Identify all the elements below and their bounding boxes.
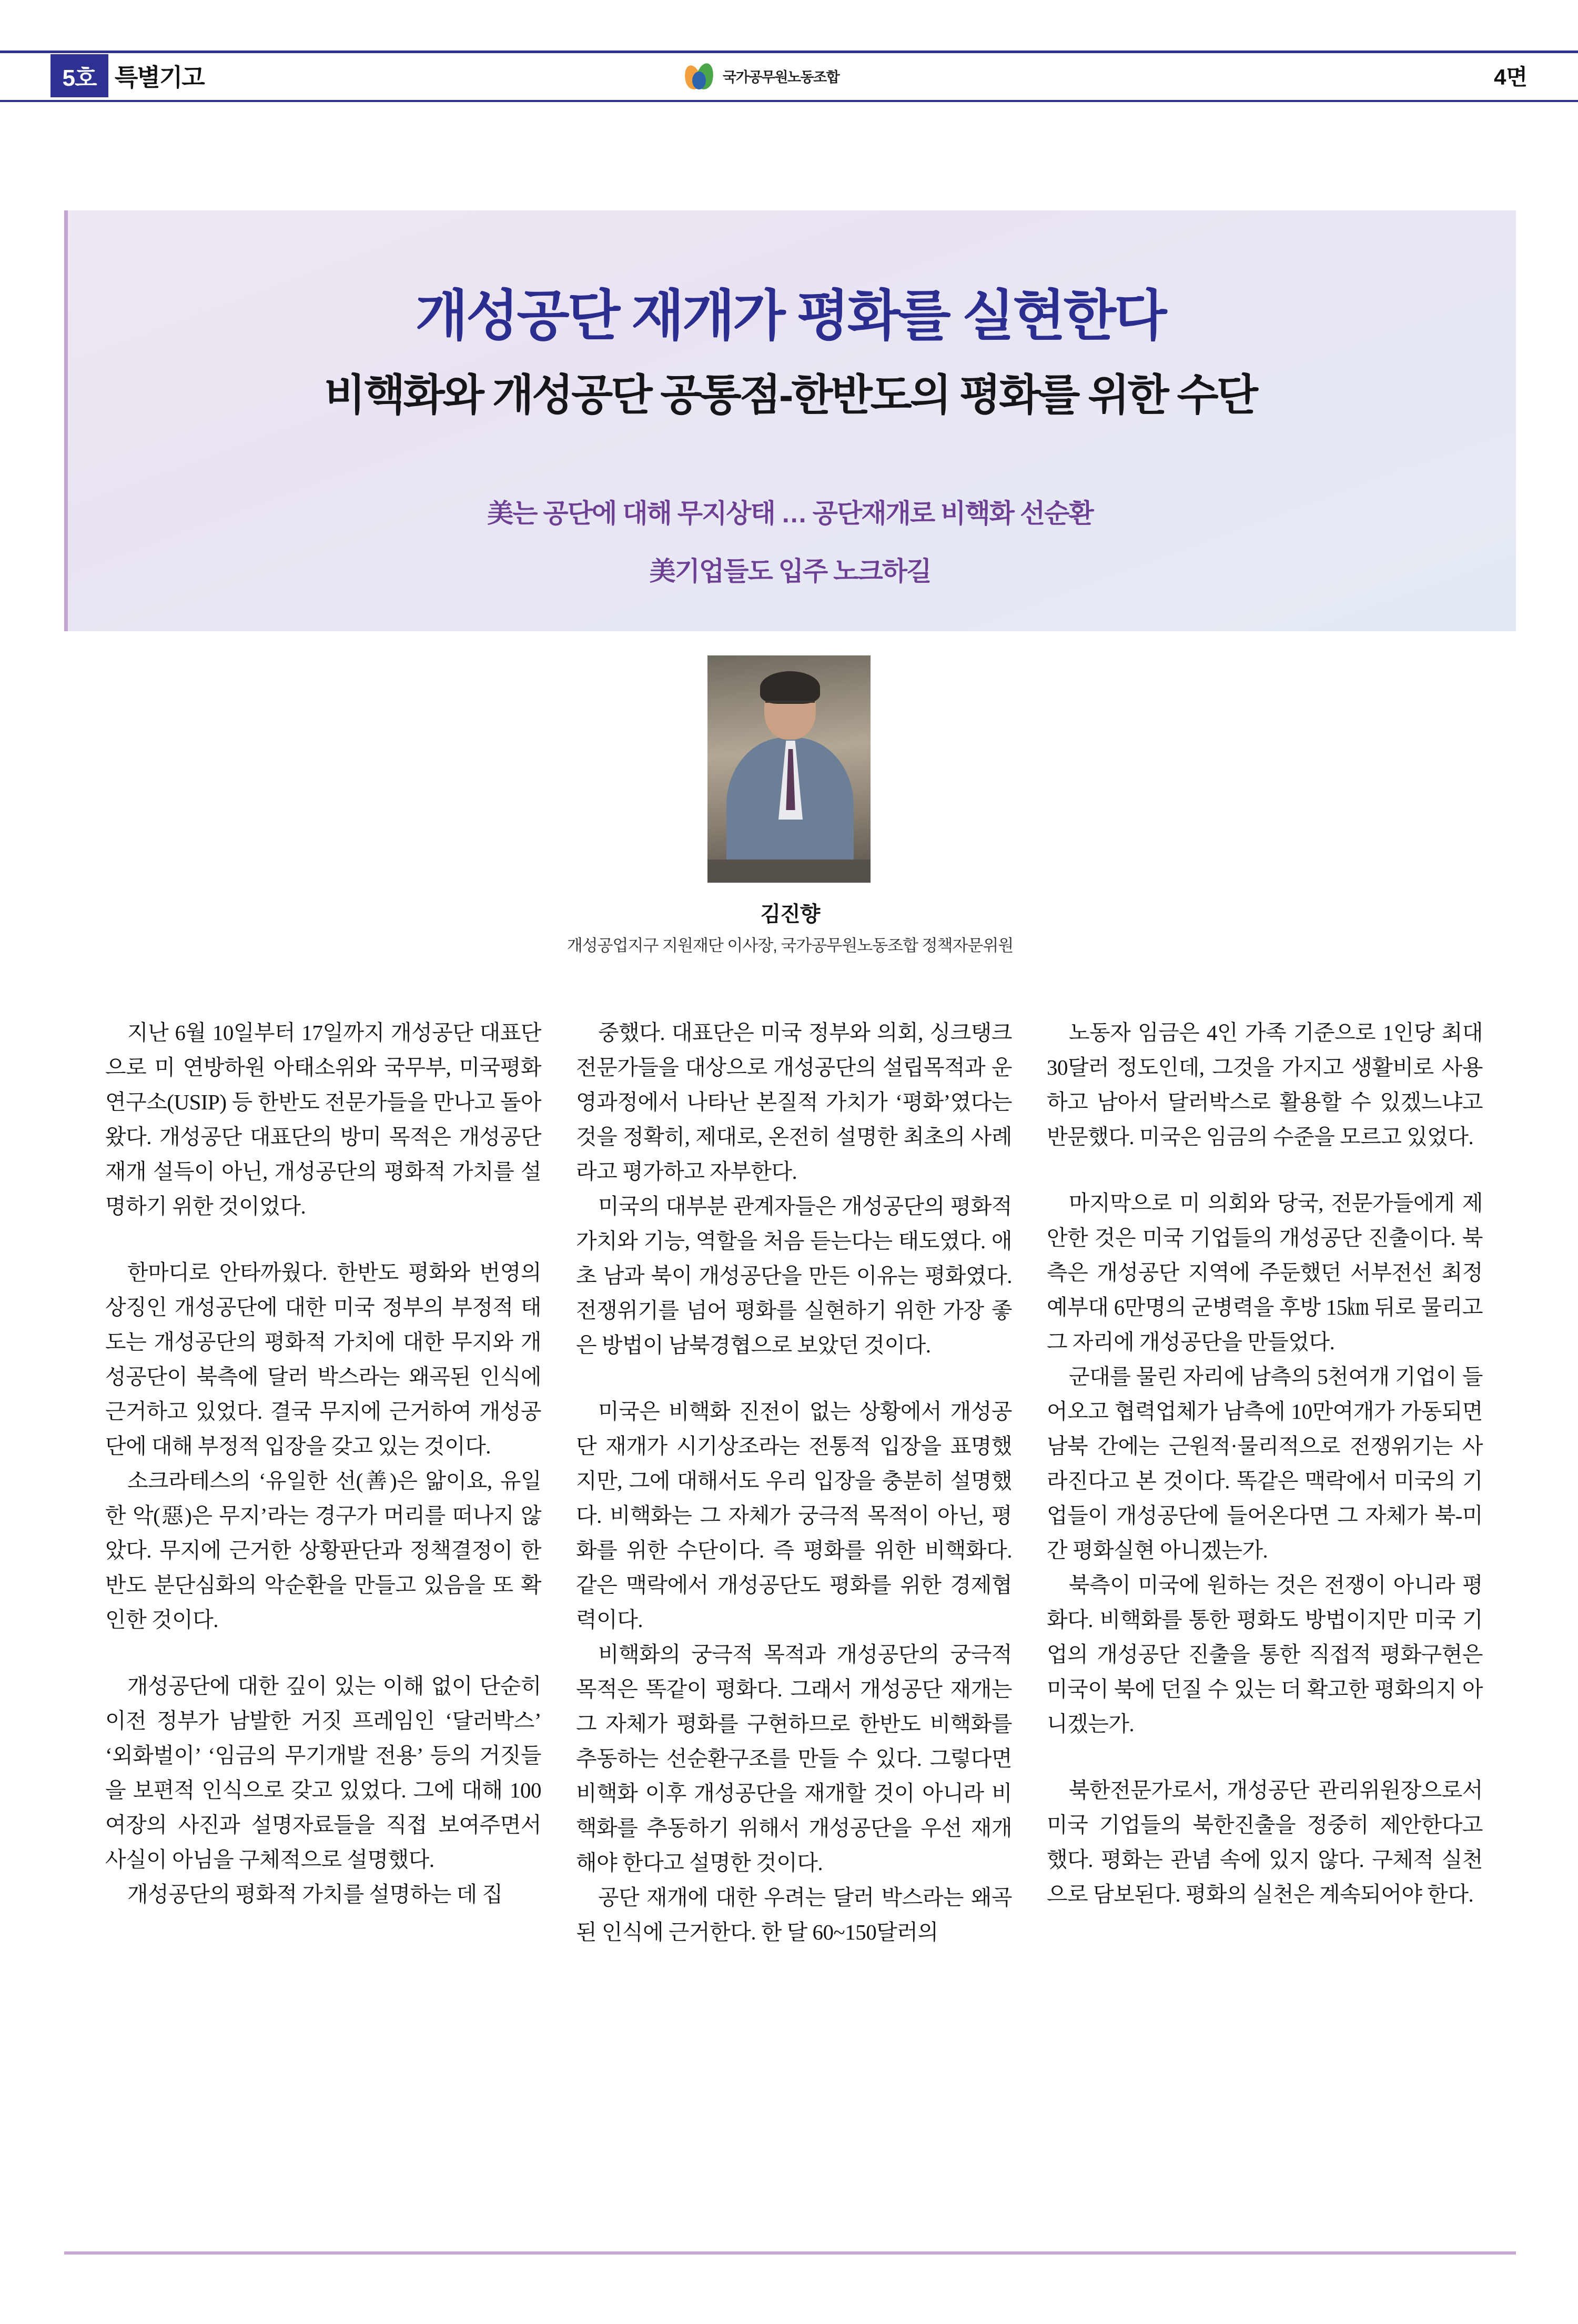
paragraph: 노동자 임금은 4인 가족 기준으로 1인당 최대 30달러 정도인데, 그것을 가지고 생활비로 사용하고 남아서 달러박스로 활용할 수 있겠느냐고 반문했다. 미국은 임금의 수준을 모르고 있었다. (1047, 1020, 1483, 1149)
masthead-bottom-rule (0, 100, 1578, 102)
section-title: 특별기고 (115, 64, 204, 91)
flower-logo-icon (684, 60, 715, 92)
paragraph: 공단 재개에 대한 우려는 달러 박스라는 왜곡된 인식에 근거한다. 한 달 60~150달러의 (576, 1885, 1012, 1944)
footer-rule (64, 2251, 1516, 2255)
masthead-top-rule (0, 50, 1578, 53)
paragraph: 미국은 비핵화 진전이 없는 상황에서 개성공단 재개가 시기상조라는 전통적 입장을 표명했지만, 그에 대해서도 우리 입장을 충분히 설명했다. 비핵화는 그 자체가 궁극적 목적이 아닌, 평화를 위한 수단이다. 즉 평화를 위한 비핵화다. 같은 맥락에서 개성공단도 평화를 위한 경제협력이다. (576, 1399, 1012, 1632)
paragraph: 지난 6월 10일부터 17일까지 개성공단 대표단으로 미 연방하원 아태소위와 국무부, 미국평화연구소(USIP) 등 한반도 전문가들을 만나고 돌아왔다. 개성공단 대표단의 방미 목적은 개성공단 재개 설득이 아닌, 개성공단의 평화적 가치를 설명하기 위한 것이었다. (105, 1020, 541, 1218)
article-column-1 (105, 1015, 541, 1949)
paragraph: 미국의 대부분 관계자들은 개성공단의 평화적 가치와 기능, 역할을 처음 듣는다는 태도였다. 애초 남과 북이 개성공단을 만든 이유는 평화였다. 전쟁위기를 넘어 평화를 실현하기 위한 가장 좋은 방법이 남북경협으로 보았던 것이다. (576, 1194, 1012, 1357)
headline-kicker-first: 美는 공단에 대해 무지상태 … 공단재개로 비핵화 선순환 (487, 499, 1093, 528)
paragraph: 한마디로 안타까웠다. 한반도 평화와 번영의 상징인 개성공단에 대한 미국 정부의 부정적 태도는 개성공단의 평화적 가치에 대한 무지와 개성공단이 북측에 달러 박스라는 왜곡된 인식에 근거하고 있었다. 결국 무지에 근거하여 개성공단에 대해 부정적 입장을 갖고 있는 것이다. (105, 1260, 541, 1458)
organization-logo (684, 60, 839, 92)
article-column-3 (1047, 1015, 1483, 1949)
organization-name: 국가공무원노동조합 (723, 69, 839, 85)
paragraph: 군대를 물린 자리에 남측의 5천여개 기업이 들어오고 협력업체가 남측에 10만여개가 가동되면 남북 간에는 근원적·물리적으로 전쟁위기는 사라진다고 본 것이다. 똑같은 맥락에서 미국의 기업들이 개성공단에 들어온다면 그 자체가 북-미 간 평화실현 아니겠는가. (1047, 1365, 1483, 1562)
paragraph: 마지막으로 미 의회와 당국, 전문가들에게 제안한 것은 미국 기업들의 개성공단 진출이다. 북측은 개성공단 지역에 주둔했던 서부전선 최정예부대 6만명의 군병력을 후방 15㎞ 뒤로 물리고 그 자리에 개성공단을 만들었다. (1047, 1191, 1483, 1354)
article-body (105, 1015, 1483, 1949)
headline-kicker-second: 美기업들도 입주 노크하길 (649, 557, 931, 586)
author-role: 개성공업지구 지원재단 이사장, 국가공무원노동조합 정책자문위원 (567, 936, 1014, 955)
paragraph: 개성공단의 평화적 가치를 설명하는 데 집 (127, 1882, 503, 1906)
paragraph: 개성공단에 대한 깊이 있는 이해 없이 단순히 이전 정부가 남발한 거짓 프레임인 ‘달러박스’ ‘외화벌이’ ‘임금의 무기개발 전용’ 등의 거짓들을 보편적 인식으로 갖고 있었다. 그에 대해 100여장의 사진과 설명자료들을 직접 보여주면서 사실이 아님을 구체적으로 설명했다. (105, 1674, 541, 1872)
author-portrait (707, 655, 871, 883)
author-name: 김진향 (760, 903, 820, 926)
paragraph: 북한전문가로서, 개성공단 관리위원장으로서 미국 기업들의 북한진출을 정중히 제안한다고 했다. 평화는 관념 속에 있지 않다. 구체적 실천으로 담보된다. 평화의 실천은 계속되어야 한다. (1047, 1778, 1483, 1906)
paragraph: 북측이 미국에 원하는 것은 전쟁이 아니라 평화다. 비핵화를 통한 평화도 방법이지만 미국 기업의 개성공단 진출을 통한 직접적 평화구현은 미국이 북에 던질 수 있는 더 확고한 평화의지 아니겠는가. (1047, 1573, 1483, 1736)
paragraph: 비핵화의 궁극적 목적과 개성공단의 궁극적 목적은 똑같이 평화다. 그래서 개성공단 재개는 그 자체가 평화를 구현하므로 한반도 비핵화를 추동하는 선순환구조를 만들 수 있다. 그렇다면 비핵화 이후 개성공단을 재개할 것이 아니라 비핵화를 추동하기 위해서 개성공단을 우선 재개해야 한다고 설명한 것이다. (576, 1642, 1012, 1875)
headline-sub: 비핵화와 개성공단 공통점-한반도의 평화를 위한 수단 (324, 371, 1256, 419)
headline-main: 개성공단 재개가 평화를 실현한다 (415, 286, 1165, 347)
issue-badge: 5호 (50, 54, 108, 97)
paragraph: 중했다. 대표단은 미국 정부와 의회, 싱크탱크 전문가들을 대상으로 개성공단의 설립목적과 운영과정에서 나타난 본질적 가치가 ‘평화’였다는 것을 정확히, 제대로, 온전히 설명한 최초의 사례라고 평가하고 자부한다. (576, 1020, 1012, 1184)
paragraph: 소크라테스의 ‘유일한 선(善)은 앎이요, 유일한 악(惡)은 무지’라는 경구가 머리를 떠나지 않았다. 무지에 근거한 상황판단과 정책결정이 한반도 분단심화의 악순환을 만들고 있음을 또 확인한 것이다. (105, 1469, 541, 1632)
masthead (0, 50, 1578, 102)
article-column-2 (576, 1015, 1012, 1949)
page-number: 4면 (1494, 65, 1528, 89)
